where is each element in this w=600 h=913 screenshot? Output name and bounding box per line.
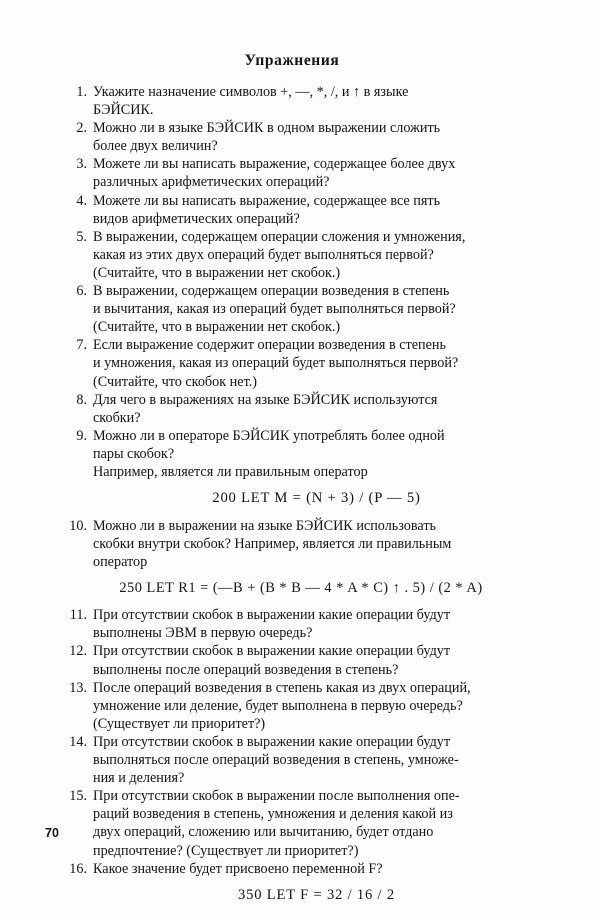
exercise-body xyxy=(93,228,540,282)
exercise-item-15 xyxy=(62,787,540,859)
exercise-number: 6. xyxy=(76,283,87,300)
exercise-line: скобки? xyxy=(93,409,141,426)
exercise-line: скобки внутри скобок? Например, является ли правильным xyxy=(93,535,452,552)
exercise-body xyxy=(93,336,540,390)
exercise-line: выполнены после операций возведения в степень? xyxy=(93,661,399,678)
exercise-number: 12. xyxy=(69,643,87,660)
basic-code-line-350: 350 LET F = 32 / 16 / 2 xyxy=(238,886,395,903)
exercise-number: 13. xyxy=(69,679,87,696)
exercise-line: различных арифметических операций? xyxy=(93,174,330,191)
exercise-line: пары скобок? xyxy=(93,445,175,462)
exercise-number: 9. xyxy=(76,427,87,444)
exercise-item-12 xyxy=(62,642,540,678)
exercise-body xyxy=(93,427,540,508)
exercise-number: 16. xyxy=(69,860,87,877)
exercise-line: умножение или деление, будет выполнена в первую очередь? xyxy=(93,697,463,714)
exercise-body xyxy=(93,642,540,678)
exercise-line: БЭЙСИК. xyxy=(93,102,154,119)
exercise-line: оператор xyxy=(93,553,148,570)
exercise-line: Можете ли вы написать выражение, содержащее все пять xyxy=(93,192,441,209)
exercise-line: Если выражение содержит операции возведения в степень xyxy=(93,337,446,354)
basic-code-line-250: 250 LET R1 = (—B + (B * B — 4 * A * C) ↑ . 5) / (2 * A) xyxy=(119,579,483,596)
exercise-number: 10. xyxy=(69,517,87,534)
exercise-body xyxy=(93,733,540,787)
exercise-item-3 xyxy=(62,155,540,191)
exercise-line: выполняться после операций возведения в степень, умноже- xyxy=(93,752,459,769)
exercise-body xyxy=(93,391,540,427)
exercise-line: В выражении, содержащем операции возведения в степень xyxy=(93,283,450,300)
exercise-number: 15. xyxy=(69,788,87,805)
exercise-number: 2. xyxy=(76,120,87,137)
exercise-body xyxy=(93,192,540,228)
exercise-line: (Считайте, что скобок нет.) xyxy=(93,373,257,390)
exercise-item-5 xyxy=(62,228,540,282)
exercise-number: 11. xyxy=(69,607,87,624)
exercise-line: (Считайте, что в выражении нет скобок.) xyxy=(93,264,341,281)
exercise-item-11 xyxy=(62,606,540,642)
exercise-line: Можно ли в языке БЭЙСИК в одном выражении сложить xyxy=(93,120,441,137)
page-title: Упражнения xyxy=(244,52,340,69)
exercise-line: более двух величин? xyxy=(93,138,218,155)
exercise-item-14 xyxy=(62,733,540,787)
exercise-item-8 xyxy=(62,391,540,427)
exercise-line: видов арифметических операций? xyxy=(93,210,300,227)
exercise-line: В выражении, содержащем операции сложения и умножения, xyxy=(93,228,466,245)
exercise-line: Можно ли в выражении на языке БЭЙСИК использовать xyxy=(93,517,436,534)
exercise-line: (Считайте, что в выражении нет скобок.) xyxy=(93,319,341,336)
exercise-body xyxy=(93,155,540,191)
exercise-body xyxy=(93,606,540,642)
exercise-body xyxy=(93,679,540,733)
exercise-line: При отсутствии скобок в выражении какие операции будут xyxy=(93,607,451,624)
exercise-item-4 xyxy=(62,192,540,228)
exercise-line: При отсутствии скобок в выражении какие операции будут xyxy=(93,643,451,660)
exercise-item-10 xyxy=(62,517,540,598)
exercise-line: и вычитания, какая из операций будет выполняться первой? xyxy=(93,301,456,318)
exercise-item-1 xyxy=(62,83,540,119)
page-number: 70 xyxy=(45,826,59,840)
exercise-item-6 xyxy=(62,282,540,336)
exercise-number: 4. xyxy=(76,192,87,209)
exercise-body xyxy=(93,282,540,336)
exercise-line: раций возведения в степень, умножения и деления какой из xyxy=(93,806,453,823)
exercise-item-7 xyxy=(62,336,540,390)
exercise-item-16 xyxy=(62,860,540,905)
exercise-line: Можно ли в операторе БЭЙСИК употреблять более одной xyxy=(93,427,445,444)
exercise-line: При отсутствии скобок в выражении после выполнения опе- xyxy=(93,788,460,805)
exercise-line: Можете ли вы написать выражение, содержащее более двух xyxy=(93,156,456,173)
basic-code-line-200: 200 LET M = (N + 3) / (P — 5) xyxy=(212,490,421,507)
exercise-item-13 xyxy=(62,679,540,733)
exercise-line: Например, является ли правильным оператор xyxy=(93,463,368,480)
exercise-line: (Существует ли приоритет?) xyxy=(93,715,266,732)
page-content xyxy=(62,52,540,913)
exercise-number: 8. xyxy=(76,391,87,408)
exercise-line: При отсутствии скобок в выражении какие операции будут xyxy=(93,733,451,750)
exercise-line: выполнены ЭВМ в первую очередь? xyxy=(93,625,313,642)
exercise-body xyxy=(93,787,540,859)
exercise-body xyxy=(93,83,540,119)
exercise-number: 14. xyxy=(69,733,87,750)
exercise-line: ния и деления? xyxy=(93,770,185,787)
exercise-number: 3. xyxy=(76,156,87,173)
exercise-item-9 xyxy=(62,427,540,508)
exercise-item-2 xyxy=(62,119,540,155)
exercise-line: После операций возведения в степень какая из двух операций, xyxy=(93,679,471,696)
exercise-list xyxy=(62,83,540,904)
exercise-number: 7. xyxy=(76,337,87,354)
exercise-body xyxy=(93,119,540,155)
exercise-line: Укажите назначение символов +, —, *, /, и ↑ в языке xyxy=(93,84,409,100)
exercise-line: Для чего в выражениях на языке БЭЙСИК используются xyxy=(93,391,438,408)
exercise-body xyxy=(93,860,540,905)
exercise-number: 1. xyxy=(76,84,87,100)
exercise-line: Какое значение будет присвоено переменной F? xyxy=(93,860,383,877)
exercise-line: и умножения, какая из операций будет выполняться первой? xyxy=(93,355,459,372)
exercise-line: предпочтение? (Существует ли приоритет?) xyxy=(93,842,359,859)
exercise-body xyxy=(93,517,540,598)
exercise-line: какая из этих двух операций будет выполняться первой? xyxy=(93,246,434,263)
exercise-line: двух операций, сложению или вычитанию, будет отдано xyxy=(93,824,434,841)
exercise-number: 5. xyxy=(76,228,87,245)
